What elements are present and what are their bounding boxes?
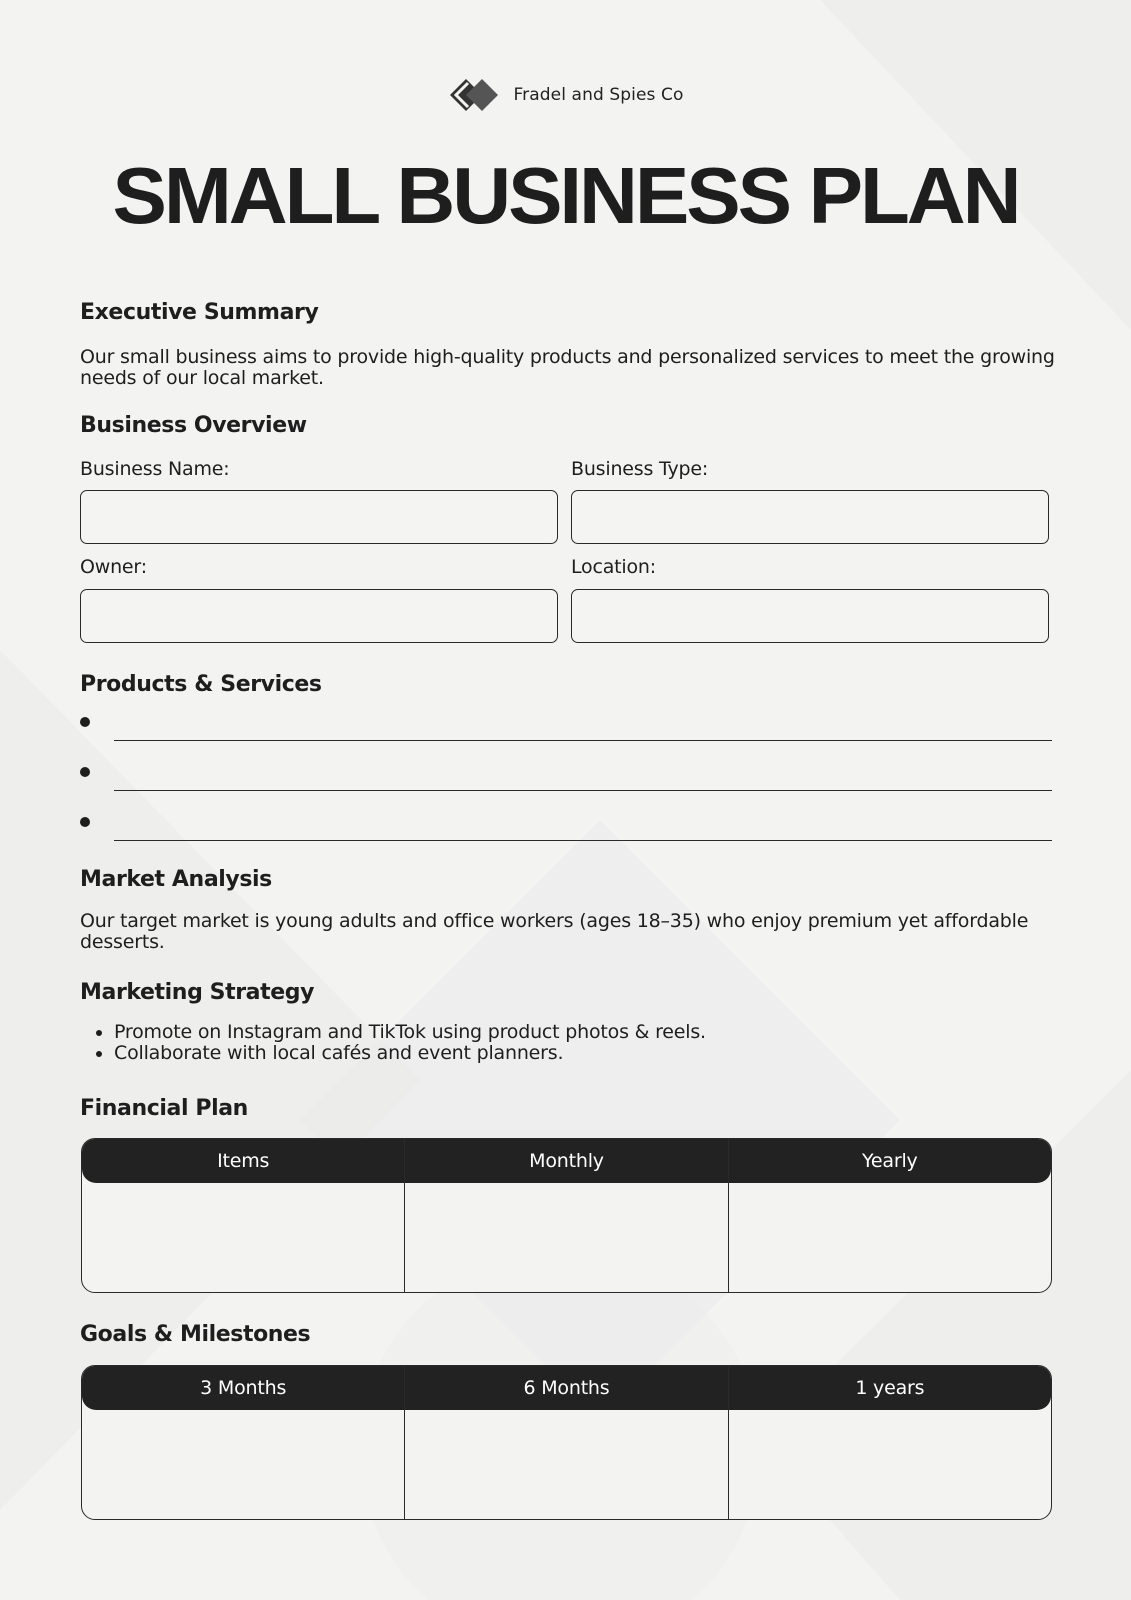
market-analysis-heading: Market Analysis <box>80 867 272 892</box>
financial-plan-table <box>81 1138 1052 1293</box>
owner-label: Owner: <box>80 556 147 578</box>
table-header <box>82 1366 1051 1410</box>
location-label: Location: <box>571 556 656 578</box>
goals-milestones-table <box>81 1365 1052 1520</box>
brand-name: Fradel and Spies Co <box>513 85 684 105</box>
business-overview-heading: Business Overview <box>80 413 307 438</box>
owner-field[interactable] <box>80 589 558 643</box>
column-header: 1 years <box>855 1377 925 1399</box>
column-header: 6 Months <box>405 1366 728 1410</box>
executive-summary-heading: Executive Summary <box>80 300 319 325</box>
product-entry-2[interactable] <box>80 761 1052 791</box>
bullet-icon <box>80 767 90 777</box>
column-header: Yearly <box>862 1150 918 1172</box>
writing-line <box>114 840 1052 841</box>
business-name-label: Business Name: <box>80 458 230 480</box>
product-entry-1[interactable] <box>80 711 1052 741</box>
bullet-icon <box>80 717 90 727</box>
brand-header <box>0 78 1131 112</box>
bullet-icon <box>80 817 90 827</box>
executive-summary-text: Our small business aims to provide high-quality products and personalized services to meet the growing needs of our local market. <box>80 346 1055 389</box>
table-header <box>82 1139 1051 1183</box>
writing-line <box>114 790 1052 791</box>
product-entry-3[interactable] <box>80 811 1052 841</box>
double-diamond-logo-icon <box>448 78 502 112</box>
writing-line <box>114 740 1052 741</box>
list-item: • Promote on Instagram and TikTok using product photos & reels. <box>114 1022 706 1043</box>
column-header: 3 Months <box>82 1366 405 1410</box>
page-title: SMALL BUSINESS PLAN <box>112 151 1019 240</box>
marketing-strategy-heading: Marketing Strategy <box>80 980 315 1005</box>
products-services-heading: Products & Services <box>80 672 322 697</box>
location-field[interactable] <box>571 589 1049 643</box>
column-header: Items <box>82 1139 405 1183</box>
goals-milestones-heading: Goals & Milestones <box>80 1322 311 1347</box>
business-type-label: Business Type: <box>571 458 709 480</box>
column-header: Monthly <box>405 1139 728 1183</box>
business-type-field[interactable] <box>571 490 1049 544</box>
market-analysis-text: Our target market is young adults and office workers (ages 18–35) who enjoy premium yet affordable desserts. <box>80 910 1029 953</box>
list-item: • Collaborate with local cafés and event planners. <box>114 1043 706 1064</box>
marketing-strategy-list <box>80 1022 706 1064</box>
financial-plan-heading: Financial Plan <box>80 1096 248 1121</box>
business-name-field[interactable] <box>80 490 558 544</box>
